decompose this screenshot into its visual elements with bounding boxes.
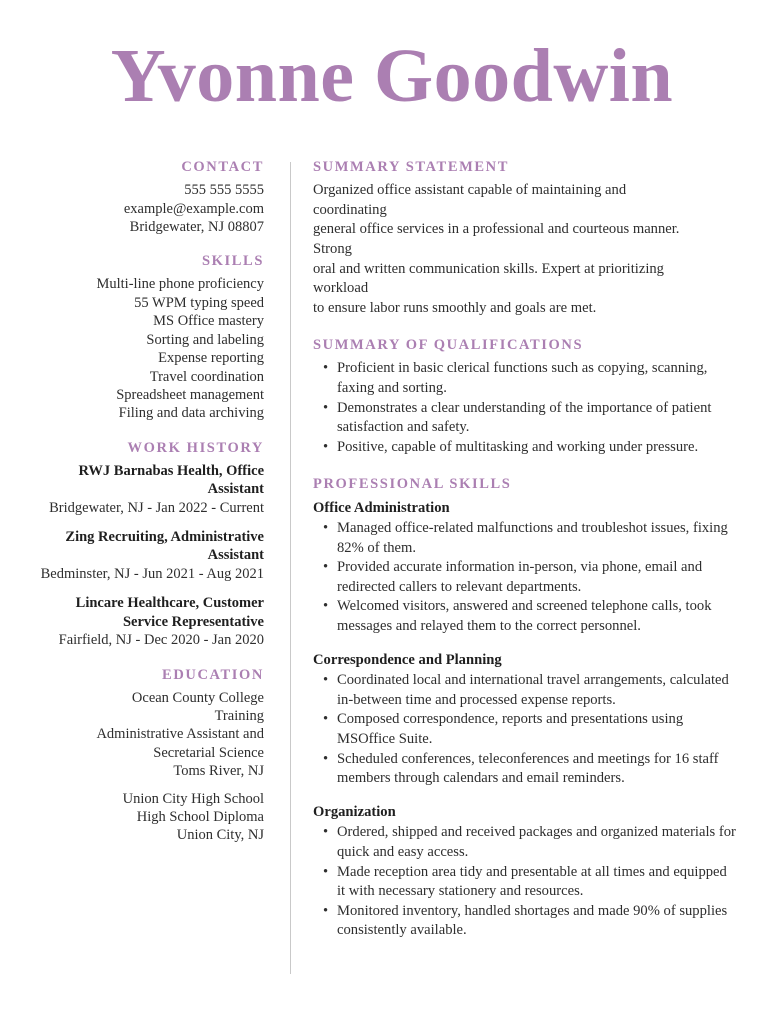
summary-line: Strong (313, 240, 352, 257)
list-item (313, 597, 737, 636)
job-title: Zing Recruiting, Administrative Assistant (65, 529, 264, 564)
education-line: Secretarial Science (153, 744, 264, 761)
spacer (40, 781, 264, 790)
skill-item: Expense reporting (158, 350, 264, 367)
skill-group-heading: Organization (313, 803, 396, 820)
list-item-text: Ordered, shipped and received packages and organized materials for quick and easy access. (337, 824, 736, 860)
skill-group-list (313, 671, 737, 789)
summary-line: Organized office assistant capable of maintaining and (313, 182, 627, 199)
summary-line: general office services in a professional and courteous manner. (313, 221, 680, 238)
summary-line: oral and written communication skills. Expert at prioritizing (313, 260, 664, 277)
list-item (313, 359, 737, 398)
resume-header (0, 34, 784, 118)
qualifications-list (313, 359, 737, 457)
bullet-icon: • (323, 438, 329, 455)
bullet-icon: • (323, 750, 329, 767)
bullet-icon: • (323, 672, 329, 689)
bullet-icon: • (323, 711, 329, 728)
skill-item: Multi-line phone proficiency (96, 276, 264, 293)
education-line: Administrative Assistant and (96, 726, 264, 743)
list-item-text: Demonstrates a clear understanding of the importance of patient satisfaction and safety. (337, 399, 712, 436)
education-entry (40, 689, 264, 781)
list-item (313, 710, 737, 749)
work-history-entry (40, 462, 264, 517)
bullet-icon: • (323, 824, 329, 841)
skill-item: Filing and data archiving (118, 405, 264, 422)
spacer (40, 517, 264, 528)
list-item-text: Welcomed visitors, answered and screened telephone calls, took messages and relayed them to the correct personnel. (337, 598, 712, 635)
summary-line: workload (313, 280, 369, 297)
bullet-icon: • (323, 559, 329, 576)
job-meta: Bridgewater, NJ - Jan 2022 - Current (49, 499, 264, 516)
work-history-entry (40, 594, 264, 649)
list-item (313, 863, 737, 902)
list-item (313, 399, 737, 438)
bullet-icon: • (323, 902, 329, 919)
education-line: Ocean County College (131, 689, 264, 706)
bullet-icon: • (323, 863, 329, 880)
education-line: Training (214, 708, 264, 725)
list-item-text: Provided accurate information in-person, via phone, email and redirected callers to relevant departments. (337, 559, 703, 595)
education-line: High School Diploma (136, 809, 264, 826)
list-item-text: Composed correspondence, reports and presentations using MSOffice Suite. (337, 711, 684, 748)
summary-line: coordinating (313, 201, 387, 218)
education-line: Union City, NJ (176, 827, 264, 844)
candidate-full-name: Yvonne Goodwin (110, 34, 674, 118)
section-heading-summary-statement: SUMMARY STATEMENT (313, 159, 509, 175)
bullet-icon: • (323, 598, 329, 615)
bullet-icon: • (323, 360, 329, 377)
list-item (313, 438, 737, 458)
list-item (313, 750, 737, 789)
work-history-entry (40, 528, 264, 583)
bullet-icon: • (323, 399, 329, 416)
list-item-text: Positive, capable of multitasking and working under pressure. (337, 438, 699, 455)
skill-item: 55 WPM typing speed (134, 294, 264, 311)
list-item-text: Scheduled conferences, teleconferences and meetings for 16 staff members through calendars and email reminders. (337, 750, 719, 787)
column-divider (290, 162, 291, 974)
skill-item: Spreadsheet management (116, 386, 264, 403)
education-line: Union City High School (122, 790, 264, 807)
skill-group-heading: Correspondence and Planning (313, 651, 502, 668)
section-heading-summary-of-qualifications: SUMMARY OF QUALIFICATIONS (313, 337, 584, 354)
section-heading-work-history: WORK HISTORY (127, 439, 264, 456)
skill-item: Travel coordination (149, 368, 264, 385)
job-meta: Fairfield, NJ - Dec 2020 - Jan 2020 (58, 632, 264, 649)
summary-line: to ensure labor runs smoothly and goals are met. (313, 299, 597, 316)
education-entry (40, 790, 264, 845)
section-heading-contact: CONTACT (181, 159, 264, 175)
bullet-icon: • (323, 520, 329, 537)
list-item (313, 671, 737, 710)
list-item-text: Made reception area tidy and presentable at all times and equipped it with necessary stationery and resources. (337, 863, 727, 900)
skill-item: Sorting and labeling (146, 331, 264, 348)
skill-group-heading: Office Administration (313, 499, 450, 516)
sidebar-column (40, 158, 264, 845)
skill-item: MS Office mastery (153, 313, 264, 330)
main-column (313, 158, 737, 941)
list-item-text: Proficient in basic clerical functions such as copying, scanning, faxing and sorting. (337, 360, 708, 396)
skill-group-list (313, 519, 737, 637)
list-item-text: Coordinated local and international travel arrangements, calculated in-between time and processed expense reports. (337, 672, 729, 708)
summary-statement-text (313, 181, 737, 318)
job-title: Lincare Healthcare, Customer Service Representative (75, 595, 264, 630)
contact-phone: 555 555 5555 (184, 182, 264, 199)
contact-location: Bridgewater, NJ 08807 (129, 218, 264, 235)
list-item (313, 902, 737, 941)
section-heading-education: EDUCATION (162, 666, 264, 683)
job-meta: Bedminster, NJ - Jun 2021 - Aug 2021 (40, 565, 264, 582)
list-item (313, 519, 737, 558)
list-item (313, 823, 737, 862)
skill-group-list (313, 823, 737, 941)
contact-email: example@example.com (123, 200, 264, 217)
education-line: Toms River, NJ (173, 763, 264, 780)
spacer (40, 583, 264, 594)
list-item-text: Monitored inventory, handled shortages and made 90% of supplies consistently available. (337, 902, 728, 939)
list-item-text: Managed office-related malfunctions and troubleshot issues, fixing 82% of them. (337, 520, 728, 556)
section-heading-professional-skills: PROFESSIONAL SKILLS (313, 476, 512, 493)
job-title: RWJ Barnabas Health, Office Assistant (78, 462, 264, 498)
section-heading-skills: SKILLS (202, 253, 264, 270)
list-item (313, 558, 737, 597)
